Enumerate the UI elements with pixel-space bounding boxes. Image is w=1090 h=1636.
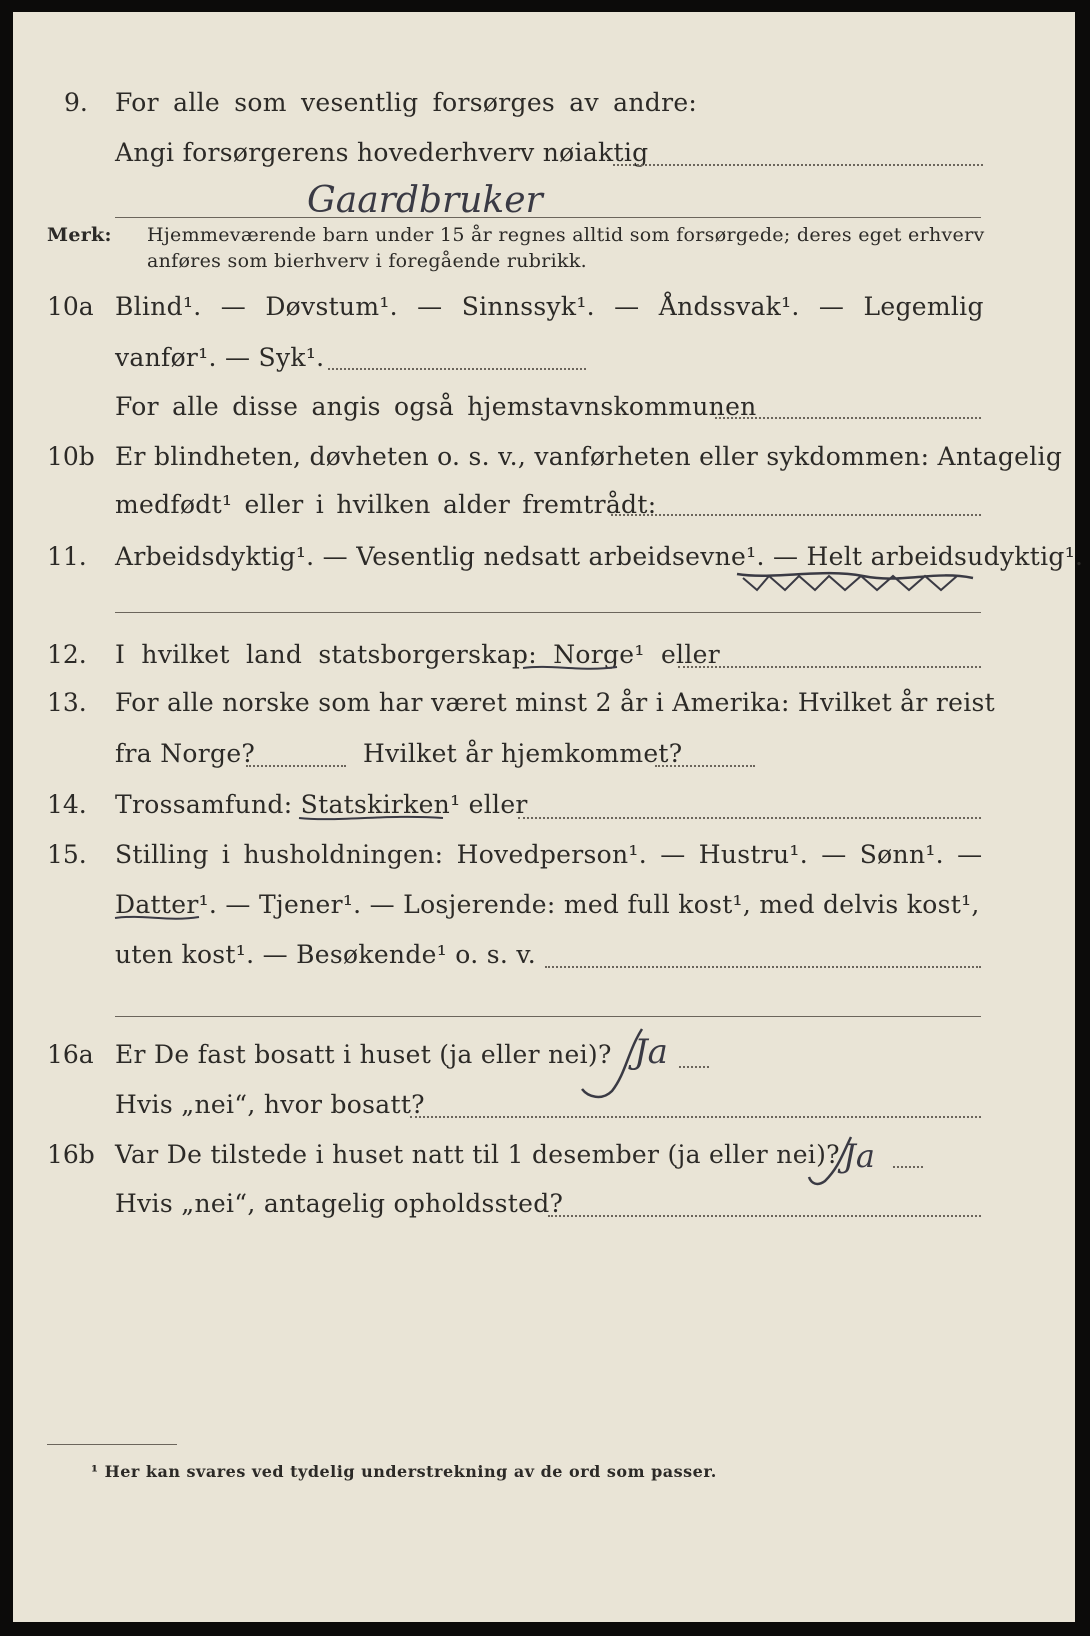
q15-number: 15. [47, 840, 87, 869]
q10b-number: 10b [47, 442, 95, 471]
q16b-line1-dots [893, 1166, 923, 1168]
q14-number: 14. [47, 790, 87, 819]
svg-text:Gaardbruker: Gaardbruker [307, 180, 543, 221]
q13-line2a: fra Norge? [115, 739, 256, 768]
q13-line2b: Hvilket år hjemkommet? [363, 739, 683, 768]
merk-label: Merk: [47, 224, 112, 246]
q16b-line2: Hvis „nei“, antagelig opholdssted? [115, 1189, 564, 1218]
q11-answer-rule [115, 612, 981, 613]
q16b-line2-dots [548, 1215, 981, 1217]
q14-line1: Trossamfund: Statskirken¹ eller [115, 790, 528, 819]
q9-answer-line [613, 164, 983, 166]
q15-answer-rule [115, 1016, 981, 1017]
q16b-number: 16b [47, 1140, 95, 1169]
q16b-handwritten-answer [803, 1127, 933, 1197]
q16a-line2-dots [410, 1116, 981, 1118]
q10a-line2: vanfør¹. — Syk¹. [115, 343, 325, 372]
q12-dots [678, 666, 981, 668]
q15-line1: Stilling i husholdningen: Hovedperson¹. — Hustru¹. — Sønn¹. — [115, 840, 983, 869]
q16a-number: 16a [47, 1040, 94, 1069]
q14-dots [518, 817, 981, 819]
footnote: ¹ Her kan svares ved tydelig understrekning av de ord som passer. [91, 1462, 717, 1481]
q13-number: 13. [47, 688, 87, 717]
merk-line1: Hjemmeværende barn under 15 år regnes alltid som forsørgede; deres eget erhverv [147, 224, 985, 246]
q15-line3: uten kost¹. — Besøkende¹ o. s. v. [115, 940, 537, 969]
q12-number: 12. [47, 640, 87, 669]
svg-text:Ja: Ja [634, 1032, 668, 1072]
q12-line1: I hvilket land statsborgerskap: Norge¹ eller [115, 640, 720, 669]
q9-line2: Angi forsørgerens hovederhverv nøiaktig [115, 138, 649, 167]
q15-line2: Datter¹. — Tjener¹. — Losjerende: med full kost¹, med delvis kost¹, [115, 890, 980, 919]
footnote-rule [47, 1444, 177, 1445]
q11-line1: Arbeidsdyktig¹. — Vesentlig nedsatt arbeidsevne¹. — Helt arbeidsudyktig¹. [115, 542, 1084, 571]
q13-line2a-dots [246, 765, 346, 767]
q15-datter-underline [113, 912, 203, 926]
q16a-handwritten-answer [568, 1017, 718, 1102]
q10b-line1: Er blindheten, døvheten o. s. v., vanførheten eller sykdommen: Antagelig [115, 442, 1063, 471]
q12-norge-underline [521, 662, 621, 676]
q13-line1: For alle norske som har været minst 2 år i Amerika: Hvilket år reist [115, 688, 996, 717]
merk-line2: anføres som bierhverv i foregående rubrikk. [147, 250, 587, 272]
q14-statskirken-underline [297, 812, 447, 826]
q15-line3-dots [545, 966, 981, 968]
q16a-line1-dots [679, 1066, 709, 1068]
q16a-line1: Er De fast bosatt i huset (ja eller nei)? [115, 1040, 612, 1069]
q10b-line2: medfødt¹ eller i hvilken alder fremtrådt: [115, 490, 657, 519]
q10a-line3-dots [715, 417, 981, 419]
q13-line2b-dots [655, 765, 755, 767]
census-form-page [13, 12, 1084, 1622]
q11-handwritten-underline [733, 560, 983, 600]
q9-line1: For alle som vesentlig forsørges av andre: [115, 88, 698, 117]
svg-text:Ja: Ja [843, 1137, 875, 1175]
q16b-line1: Var De tilstede i huset natt til 1 desember (ja eller nei)? [115, 1140, 840, 1169]
q9-number: 9. [64, 88, 88, 117]
q10a-line3: For alle disse angis også hjemstavnskommunen [115, 392, 757, 421]
q16a-line2: Hvis „nei“, hvor bosatt? [115, 1090, 425, 1119]
q10b-line2-dots [611, 514, 981, 516]
q10a-line1: Blind¹. — Døvstum¹. — Sinnssyk¹. — Åndssvak¹. — Legemlig [115, 292, 984, 321]
q11-number: 11. [47, 542, 87, 571]
q10a-number: 10a [47, 292, 94, 321]
q10a-line2-dots [328, 368, 586, 370]
